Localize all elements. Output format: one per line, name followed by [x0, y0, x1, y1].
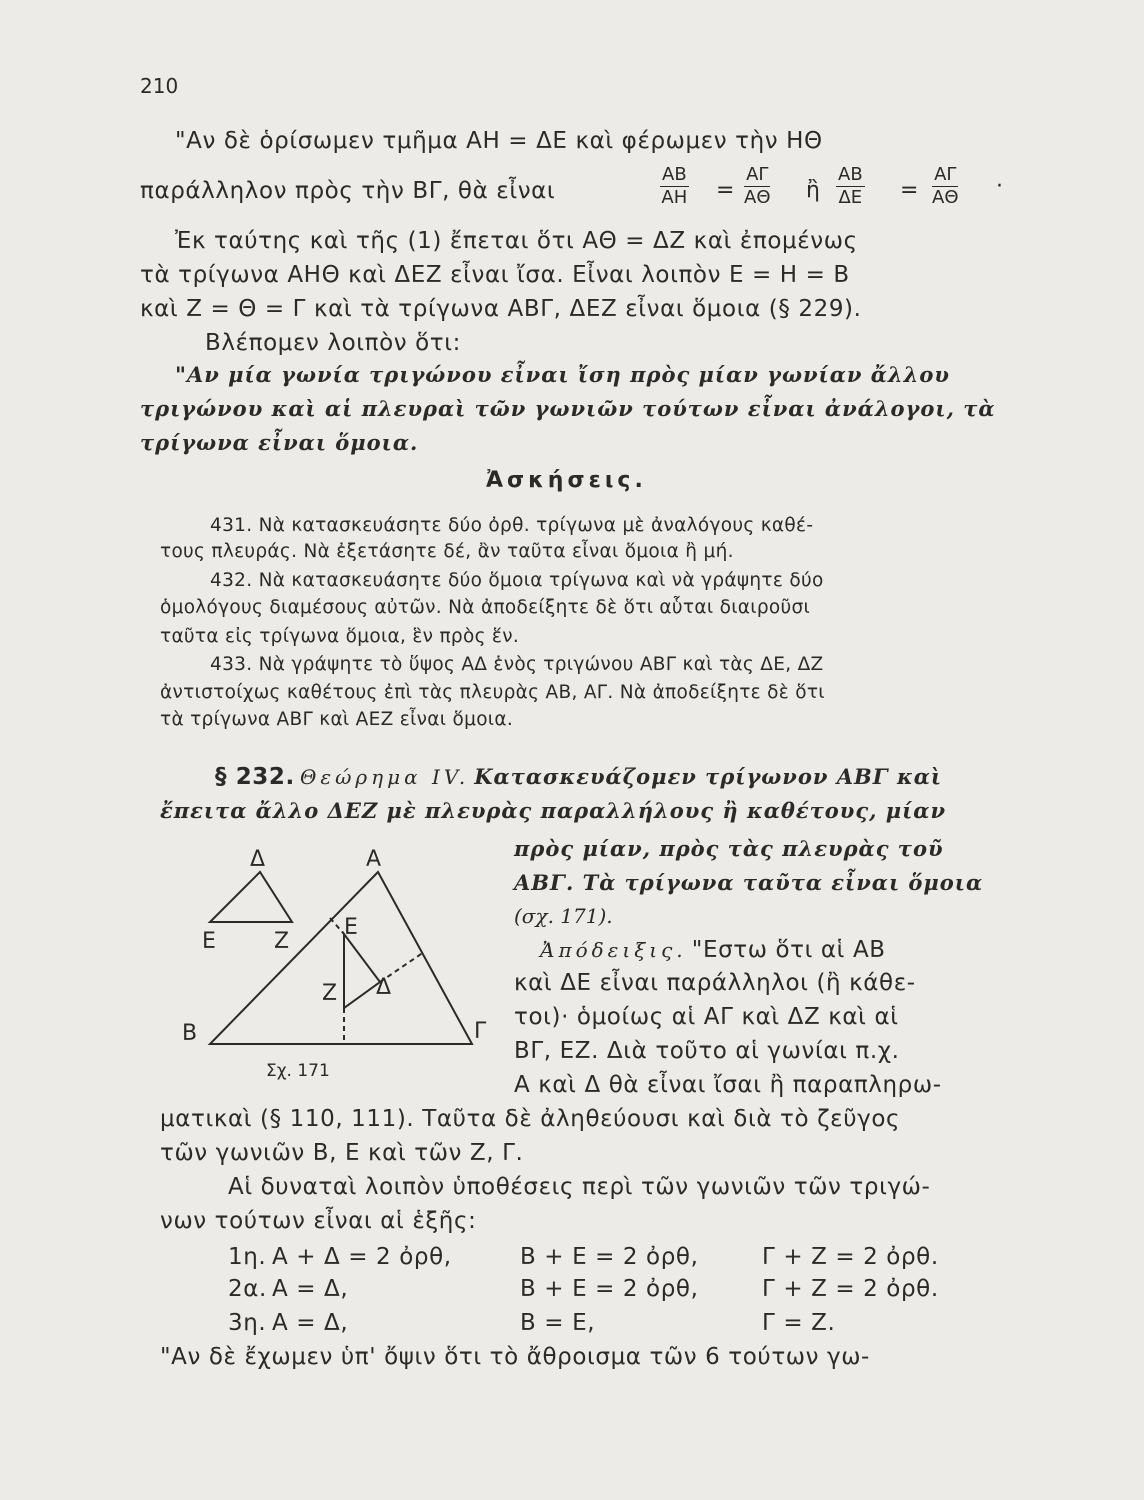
case-b: Β + Ε = 2 ὀρθ, [520, 1276, 699, 1302]
proof-line: καὶ ΔΕ εἶναι παράλληλοι (ἢ κάθε- [514, 970, 916, 996]
label-epsilon: Ε [202, 929, 216, 954]
exercise-433-line-2: ἀντιστοίχως καθέτους ἐπὶ τὰς πλευρὰς ΑΒ, ΑΓ. Νὰ ἀποδείξητε δὲ ὅτι [160, 682, 825, 703]
label-beta: Β [182, 1021, 198, 1046]
fraction-numerator: ΑΓ [744, 164, 770, 187]
case-a: Α + Δ = 2 ὀρθ, [272, 1244, 452, 1270]
proof-first-line [540, 937, 886, 963]
fraction-ab-de [836, 164, 865, 209]
figure-reference: (σχ. 171). [514, 904, 613, 928]
label-zeta: Ζ [274, 929, 290, 954]
case-number: 1η. [228, 1244, 267, 1270]
dashed-line [330, 918, 344, 934]
fraction-ab-ah [660, 164, 689, 209]
small-triangle-def [210, 872, 292, 922]
section-line: ΑΒΓ. Τὰ τρίγωνα ταῦτα εἶναι ὅμοια [514, 870, 984, 895]
paragraph-line: τὰ τρίγωνα ΑΗΘ καὶ ΔΕΖ εἶναι ἴσα. Εἶναι λοιπὸν Ε = Η = Β [140, 262, 850, 288]
exercises-heading: Ἀσκήσεις. [486, 468, 647, 493]
page-number: 210 [140, 74, 179, 98]
fraction-ag-ath-2 [932, 164, 958, 209]
section-232-first-line [215, 764, 942, 790]
fraction-numerator: ΑΓ [932, 164, 958, 187]
equals-sign: = [900, 178, 919, 203]
exercise-433-line-3: τὰ τρίγωνα ΑΒΓ καὶ ΑΕΖ εἶναι ὅμοια. [160, 709, 514, 730]
proof-line: ΒΓ, ΕΖ. Διὰ τοῦτο αἱ γωνίαι π.χ. [514, 1038, 900, 1064]
theorem-line: "Αν μία γωνία τριγώνου εἶναι ἴση πρὸς μίαν γωνίαν ἄλλου [175, 362, 950, 387]
theorem-line: τρίγωνα εἶναι ὅμοια. [140, 430, 419, 455]
label-inner-delta: Δ [376, 975, 392, 1000]
proof-line: τοι)· ὁμοίως αἱ ΑΓ καὶ ΔΖ καὶ αἱ [514, 1004, 899, 1030]
case-a: Α = Δ, [272, 1276, 349, 1302]
section-line-rest: Κατασκευάζομεν τρίγωνον ΑΒΓ καὶ [474, 764, 943, 789]
exercise-431-line-1: 431. Νὰ κατασκευάσητε δύο ὀρθ. τρίγωνα μὲ ἀναλόγους καθέ- [210, 515, 814, 536]
intro-line-2: παράλληλον πρὸς τὴν ΒΓ, θὰ εἶναι [140, 178, 556, 204]
fraction-denominator: ΑΘ [932, 187, 959, 208]
proof-line: Α καὶ Δ θὰ εἶναι ἴσαι ἢ παραπληρω- [514, 1072, 942, 1098]
section-number: § 232. [215, 764, 295, 790]
intro-line-1: "Αν δὲ ὁρίσωμεν τμῆμα ΑΗ = ΔΕ καὶ φέρωμεν τὴν ΗΘ [175, 128, 823, 154]
exercise-433-line-1: 433. Νὰ γράψητε τὸ ὕψος ΑΔ ἑνὸς τριγώνου ΑΒΓ καὶ τὰς ΔΕ, ΔΖ [210, 654, 824, 675]
case-number: 3η. [228, 1310, 267, 1336]
case-c: Γ + Ζ = 2 ὀρθ. [762, 1244, 939, 1270]
label-delta: Δ [250, 847, 266, 872]
paragraph-line: Βλέπομεν λοιπὸν ὅτι: [205, 330, 461, 356]
paragraph-line: καὶ Ζ = Θ = Γ καὶ τὰ τρίγωνα ΑΒΓ, ΔΕΖ εἶναι ὅμοια (§ 229). [140, 296, 862, 322]
section-line: πρὸς μίαν, πρὸς τὰς πλευρὰς τοῦ [514, 836, 944, 861]
fraction-denominator: ΑΗ [661, 187, 688, 208]
last-line: "Αν δὲ ἔχωμεν ὑπ' ὄψιν ὅτι τὸ ἄθροισμα τῶν 6 τούτων γω- [160, 1344, 870, 1370]
fraction-ag-ath [744, 164, 770, 209]
paragraph-line: Ἐκ ταύτης καὶ τῆς (1) ἔπεται ὅτι ΑΘ = ΔΖ καὶ ἐπομένως [175, 228, 858, 254]
exercise-432-line-3: ταῦτα εἰς τρίγωνα ὅμοια, ἓν πρὸς ἕν. [160, 626, 520, 647]
figure-caption: Σχ. 171 [266, 1061, 330, 1081]
figure-171 [170, 838, 500, 1084]
proof-label: Ἀπόδειξις. [540, 938, 687, 962]
theorem-line: τριγώνου καὶ αἱ πλευραὶ τῶν γωνιῶν τούτων εἶναι ἀνάλογοι, τὰ [140, 396, 996, 421]
case-number: 2α. [228, 1276, 267, 1302]
triangle-abg [210, 872, 472, 1044]
exercise-432-line-1: 432. Νὰ κατασκευάσητε δύο ὅμοια τρίγωνα καὶ νὰ γράψητε δύο [210, 570, 824, 591]
case-b: Β + Ε = 2 ὀρθ, [520, 1244, 699, 1270]
fraction-numerator: ΑΒ [662, 164, 687, 185]
label-alpha: Α [366, 847, 382, 872]
theorem-label: Θεώρημα IV. [299, 765, 470, 789]
exercise-431-line-2: τους πλευράς. Νὰ ἐξετάσητε δέ, ἂν ταῦτα εἶναι ὅμοια ἢ μή. [160, 541, 734, 562]
case-c: Γ + Ζ = 2 ὀρθ. [762, 1276, 939, 1302]
or-word: ἢ [806, 178, 820, 203]
proof-line-rest: "Εστω ὅτι αἱ ΑΒ [691, 937, 886, 963]
fraction-denominator: ΔΕ [838, 187, 863, 208]
fraction-denominator: ΑΘ [744, 187, 771, 208]
equals-sign: = [716, 178, 735, 203]
section-line: ἔπειτα ἄλλο ΔΕΖ μὲ πλευρὰς παραλλήλους ἢ καθέτους, μίαν [160, 798, 947, 823]
label-inner-zeta: Ζ [322, 981, 338, 1006]
label-inner-epsilon: Ε [344, 915, 358, 940]
inner-triangle [344, 934, 380, 1008]
proof-line: νων τούτων εἶναι αἱ ἑξῆς: [160, 1208, 477, 1234]
case-b: Β = Ε, [520, 1310, 596, 1336]
case-a: Α = Δ, [272, 1310, 349, 1336]
case-c: Γ = Ζ. [762, 1310, 836, 1336]
fraction-numerator: ΑΒ [838, 164, 863, 185]
proof-line: ματικαὶ (§ 110, 111). Ταῦτα δὲ ἀληθεύουσι καὶ διὰ τὸ ζεῦγος [160, 1106, 901, 1132]
end-dot: · [996, 174, 1003, 199]
proof-line: Αἱ δυναταὶ λοιπὸν ὑποθέσεις περὶ τῶν γωνιῶν τῶν τριγώ- [228, 1174, 931, 1200]
exercise-432-line-2: ὁμολόγους διαμέσους αὐτῶν. Νὰ ἀποδείξητε δὲ ὅτι αὗται διαιροῦσι [160, 597, 811, 618]
label-gamma: Γ [474, 1019, 487, 1044]
proof-line: τῶν γωνιῶν Β, Ε καὶ τῶν Ζ, Γ. [160, 1140, 524, 1166]
